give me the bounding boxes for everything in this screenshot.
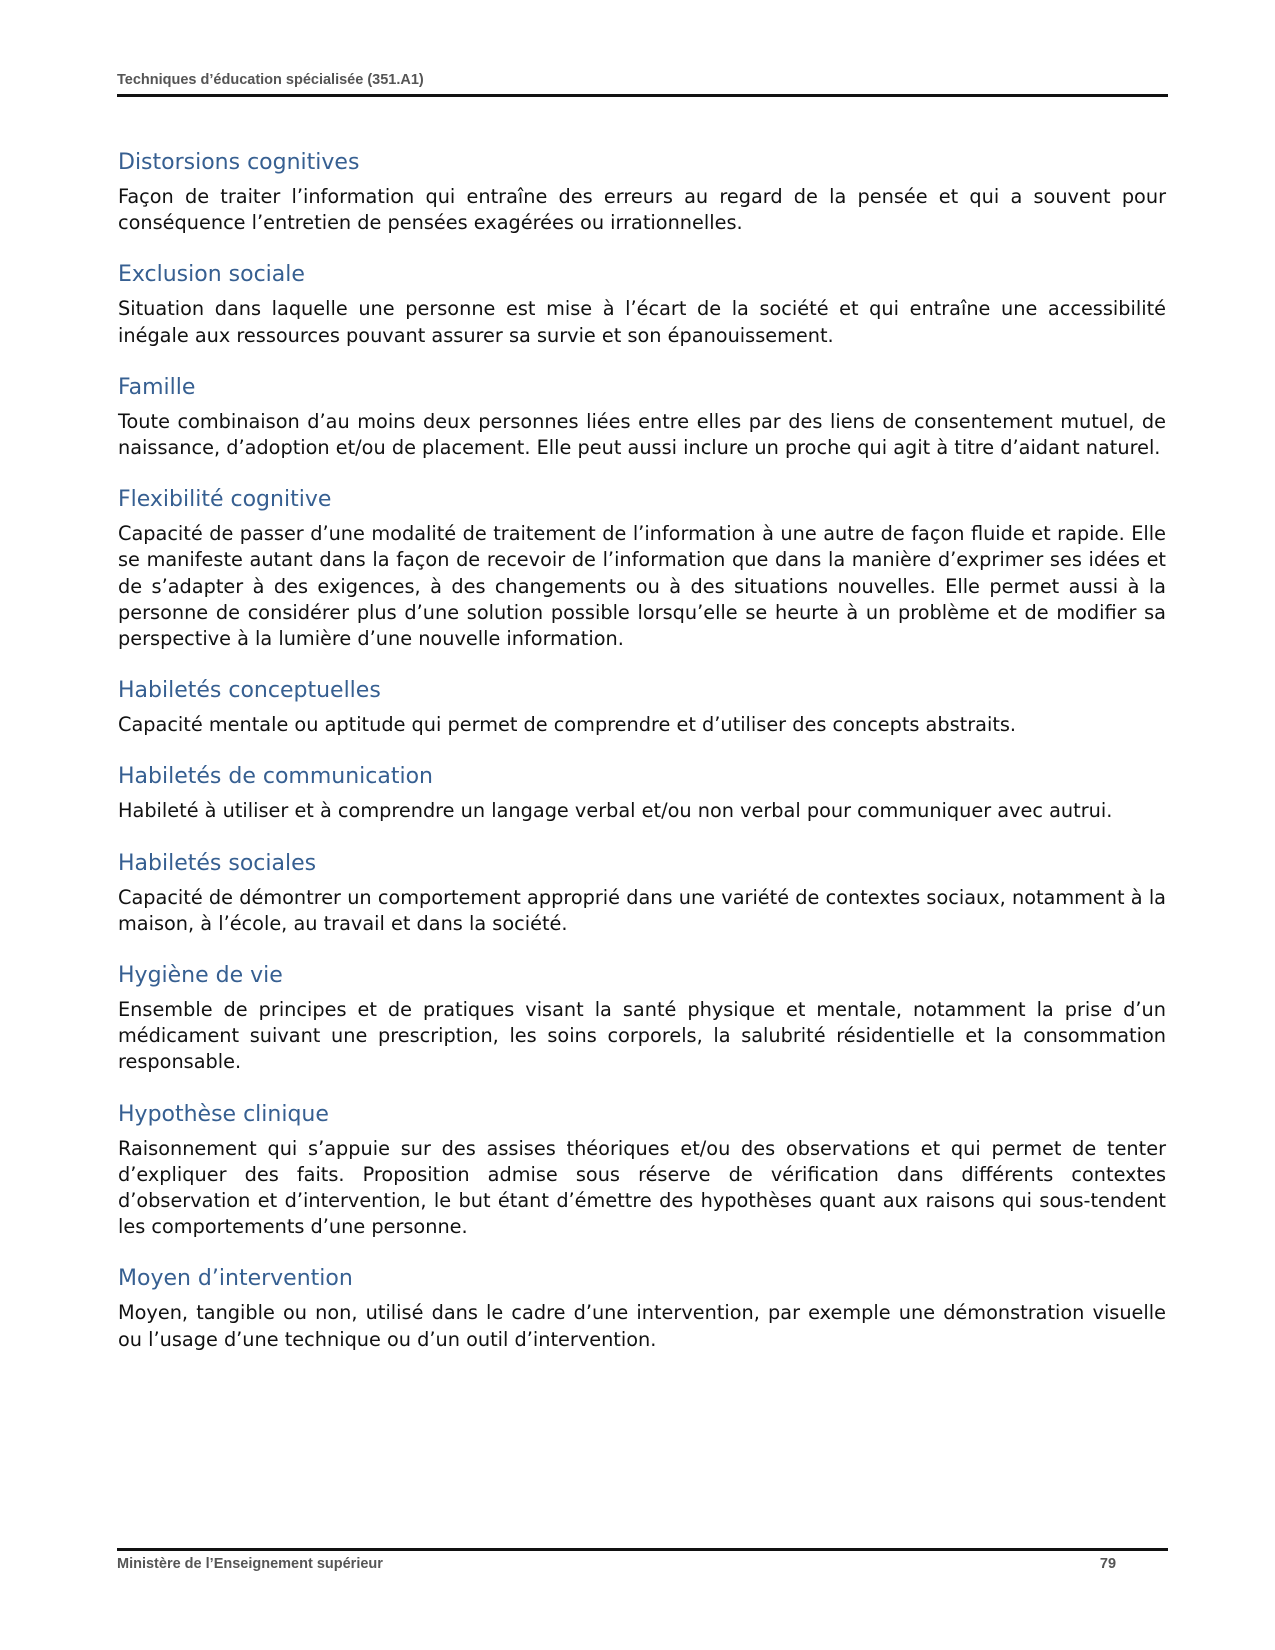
glossary-term: Famille xyxy=(118,374,196,400)
glossary-term: Flexibilité cognitive xyxy=(118,487,332,513)
glossary-definition: Capacité de démontrer un comportement approprié dans une variété de contextes sociaux, notamment à la maison, à l’école, au travail et dans la société. xyxy=(118,885,1166,935)
glossary-entry xyxy=(118,676,1166,738)
glossary-definition: Raisonnement qui s’appuie sur des assises théoriques et/ou des observations et qui permet de tenter d’expliquer des faits. Proposition admise sous réserve de vérification dans différents contextes d’observation et d’intervention, le but étant d’émettre des hypothèses quant aux raisons qui sous-tendent les comportements d’une personne. xyxy=(118,1136,1166,1239)
glossary-definition: Situation dans laquelle une personne est mise à l’écart de la société et qui entraîne une accessibilité inégale aux ressources pouvant assurer sa survie et son épanouissement. xyxy=(118,297,1166,347)
glossary xyxy=(118,148,1166,1377)
glossary-term: Hypothèse clinique xyxy=(118,1101,329,1127)
glossary-definition: Capacité de passer d’une modalité de traitement de l’information à une autre de façon fluide et rapide. Elle se manifeste autant dans la façon de recevoir de l’information que dans la manière d’exprimer ses idées et de s’adapter à des exigences, à des changements ou à des situations nouvelles. Elle permet aussi à la personne de considérer plus d’une solution possible lorsqu’elle se heurte à un problème et de modifier sa perspective à la lumière d’une nouvelle information. xyxy=(118,522,1166,651)
glossary-definition: Façon de traiter l’information qui entraîne des erreurs au regard de la pensée et qui a souvent pour conséquence l’entretien de pensées exagérées ou irrationnelles. xyxy=(118,185,1166,235)
glossary-definition: Habileté à utiliser et à comprendre un langage verbal et/ou non verbal pour communiquer avec autrui. xyxy=(118,799,1113,823)
glossary-entry xyxy=(118,762,1166,824)
glossary-definition: Toute combinaison d’au moins deux personnes liées entre elles par des liens de consentement mutuel, de naissance, d’adoption et/ou de placement. Elle peut aussi inclure un proche qui agit à titre d’aidant naturel. xyxy=(118,409,1166,460)
running-header: Techniques d’éducation spécialisée (351.A1) xyxy=(117,72,424,88)
glossary-entry xyxy=(118,961,1166,1076)
glossary-entry xyxy=(118,1100,1166,1241)
glossary-term: Habiletés de communication xyxy=(118,764,433,790)
footer-divider xyxy=(117,1548,1168,1551)
glossary-definition: Moyen, tangible ou non, utilisé dans le cadre d’une intervention, par exemple une démonstration visuelle ou l’usage d’une technique ou d’un outil d’intervention. xyxy=(118,1301,1166,1351)
footer-publisher: Ministère de l’Enseignement supérieur xyxy=(117,1556,383,1572)
glossary-entry xyxy=(118,1264,1166,1352)
glossary-entry xyxy=(118,373,1166,461)
glossary-term: Habiletés sociales xyxy=(118,850,317,876)
glossary-definition: Capacité mentale ou aptitude qui permet de comprendre et d’utiliser des concepts abstraits. xyxy=(118,713,1017,737)
page-number: 79 xyxy=(1099,1556,1117,1572)
header-divider xyxy=(117,94,1168,97)
glossary-term: Moyen d’intervention xyxy=(118,1266,353,1292)
glossary-entry xyxy=(118,849,1166,937)
glossary-entry xyxy=(118,260,1166,348)
glossary-entry xyxy=(118,148,1166,236)
glossary-entry xyxy=(118,485,1166,652)
glossary-term: Exclusion sociale xyxy=(118,262,305,288)
glossary-definition: Ensemble de principes et de pratiques visant la santé physique et mentale, notamment la prise d’un médicament suivant une prescription, les soins corporels, la salubrité résidentielle et la consommation responsable. xyxy=(118,998,1166,1074)
glossary-term: Hygiène de vie xyxy=(118,963,283,989)
glossary-term: Habiletés conceptuelles xyxy=(118,678,381,704)
glossary-term: Distorsions cognitives xyxy=(118,150,360,175)
